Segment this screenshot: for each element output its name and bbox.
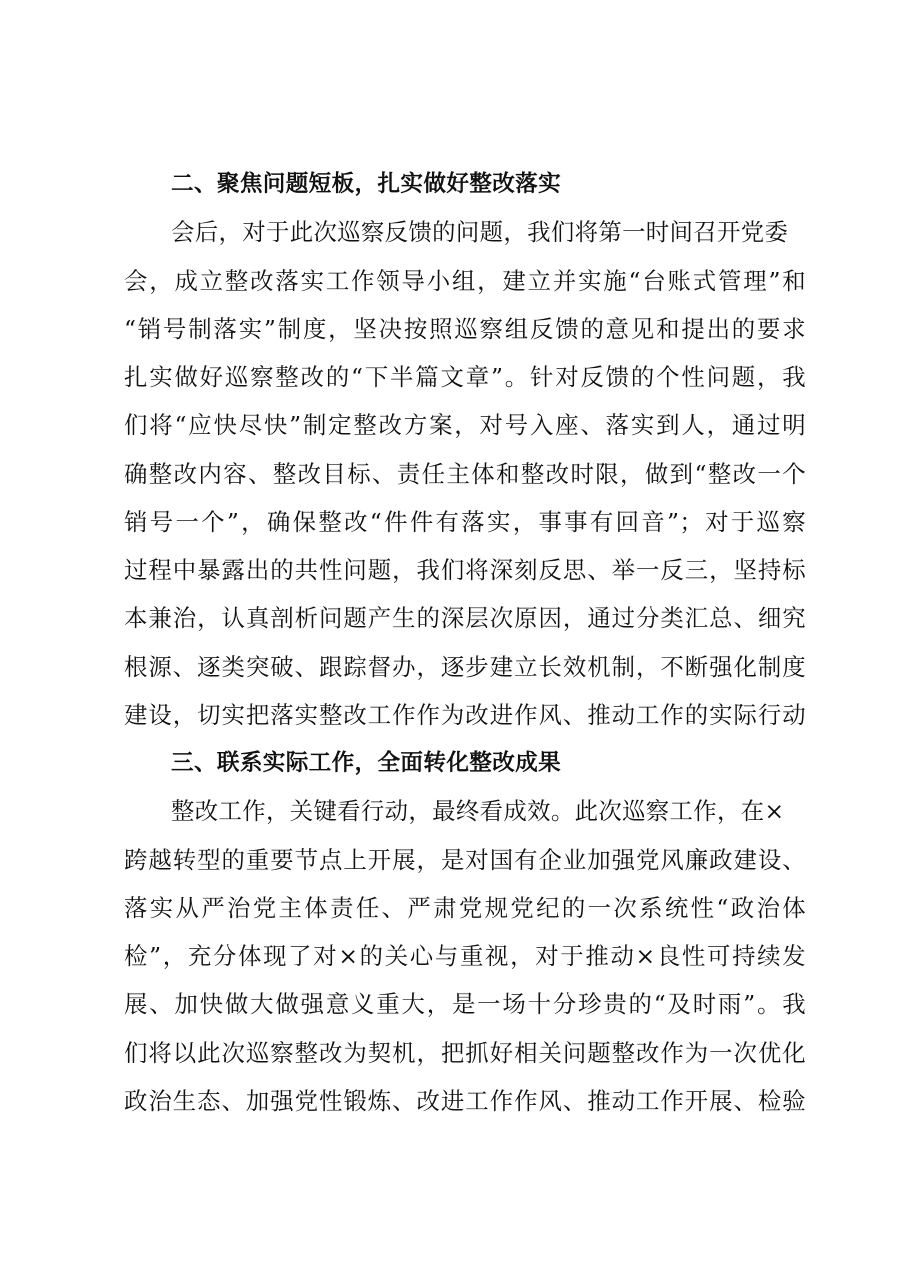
paragraph-line: 展、加快做大做强意义重大，是一场十分珍贵的“及时雨”。我 — [124, 990, 806, 1019]
paragraph-line: 们将“应快尽快”制定整改方案，对号入座、落实到人，通过明 — [124, 411, 806, 440]
paragraph-line: 建设，切实把落实整改工作作为改进作风、推动工作的实际行动 — [124, 700, 806, 729]
section-heading: 二、聚焦问题短板，扎实做好整改落实 — [171, 171, 562, 197]
paragraph-line: 们将以此次巡察整改为契机，把抓好相关问题整改作为一次优化 — [124, 1038, 806, 1067]
paragraph-line: 销号一个”，确保整改“件件有落实，事事有回音”；对于巡察 — [124, 507, 806, 536]
paragraph-line: 本兼治，认真剖析问题产生的深层次原因，通过分类汇总、细究 — [124, 604, 806, 633]
paragraph-line: 跨越转型的重要节点上开展，是对国有企业加强党风廉政建设、 — [124, 845, 806, 874]
paragraph-line: “销号制落实”制度，坚决按照巡察组反馈的意见和提出的要求 — [124, 314, 806, 343]
paragraph-line: 确整改内容、整改目标、责任主体和整改时限，做到“整改一个 — [124, 459, 806, 488]
paragraph-line: 扎实做好巡察整改的“下半篇文章”。针对反馈的个性问题，我 — [124, 363, 806, 391]
paragraph-line: 落实从严治党主体责任、严肃党规党纪的一次系统性“政治体 — [124, 893, 806, 922]
document-body — [124, 160, 806, 1125]
paragraph-line: 会，成立整改落实工作领导小组，建立并实施“台账式管理”和 — [124, 266, 806, 295]
paragraph-line: 政治生态、加强党性锻炼、改进工作作风、推动工作开展、检验 — [124, 1086, 806, 1115]
paragraph-line: 整改工作，关键看行动，最终看成效。此次巡察工作，在× — [171, 797, 785, 826]
paragraph-line: 过程中暴露出的共性问题，我们将深刻反思、举一反三，坚持标 — [124, 556, 806, 584]
section-heading: 三、联系实际工作，全面转化整改成果 — [171, 750, 562, 776]
paragraph-line: 会后，对于此次巡察反馈的问题，我们将第一时间召开党委 — [171, 218, 789, 247]
paragraph-line: 根源、逐类突破、跟踪督办，逐步建立长效机制，不断强化制度 — [124, 652, 806, 681]
paragraph-line: 检”，充分体现了对×的关心与重视，对于推动×良性可持续发 — [124, 942, 806, 970]
